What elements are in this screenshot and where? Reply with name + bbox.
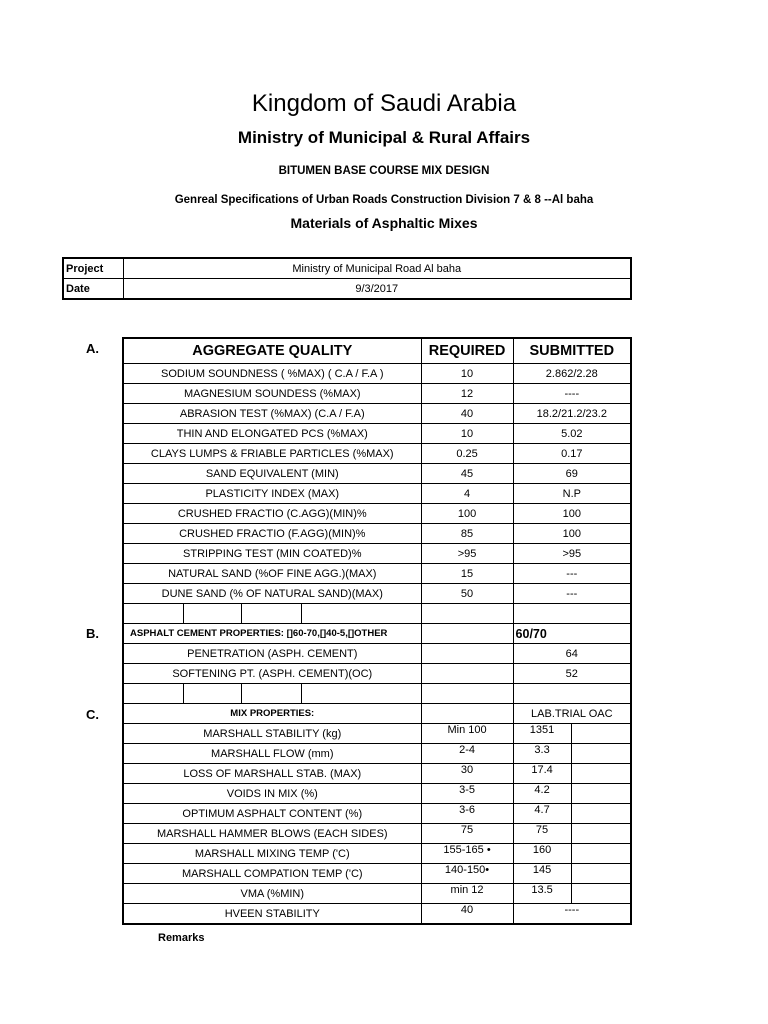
empty-cell xyxy=(571,884,631,904)
row-label: PLASTICITY INDEX (MAX) xyxy=(123,484,421,504)
project-info-table xyxy=(62,257,632,300)
project-value: Ministry of Municipal Road Al baha xyxy=(123,258,631,279)
required-value: 2-4 xyxy=(421,744,513,764)
section-c-label: C. xyxy=(86,707,99,722)
empty-cell xyxy=(571,724,631,744)
submitted-value: >95 xyxy=(513,544,631,564)
required-value: >95 xyxy=(421,544,513,564)
table-row xyxy=(123,504,631,524)
aggregate-header-row xyxy=(123,338,631,364)
submitted-value: 13.5 xyxy=(513,884,571,904)
spec-heading: Genreal Specifications of Urban Roads Construction Division 7 & 8 --Al baha xyxy=(174,194,594,206)
table-row xyxy=(123,744,631,764)
required-value: 140-150• xyxy=(421,864,513,884)
empty-cell xyxy=(123,604,183,624)
asphalt-grade: 60/70 xyxy=(513,624,631,644)
table-row xyxy=(123,544,631,564)
table-row xyxy=(123,464,631,484)
submitted-value: ---- xyxy=(513,904,631,925)
empty-cell xyxy=(571,744,631,764)
empty-cell xyxy=(571,844,631,864)
row-label: ABRASION TEST (%MAX) (C.A / F.A) xyxy=(123,404,421,424)
row-label: MARSHALL MIXING TEMP ('C) xyxy=(123,844,421,864)
submitted-value: 145 xyxy=(513,864,571,884)
empty-cell xyxy=(241,684,301,704)
lab-trial-header: LAB.TRIAL OAC xyxy=(513,704,631,724)
row-label: VOIDS IN MIX (%) xyxy=(123,784,421,804)
empty-cell xyxy=(183,684,241,704)
aggregate-quality-header: AGGREGATE QUALITY xyxy=(123,338,421,364)
row-label: CLAYS LUMPS & FRIABLE PARTICLES (%MAX) xyxy=(123,444,421,464)
row-label: MAGNESIUM SOUNDESS (%MAX) xyxy=(123,384,421,404)
submitted-value: 3.3 xyxy=(513,744,571,764)
date-value: 9/3/2017 xyxy=(123,279,631,300)
required-value: 50 xyxy=(421,584,513,604)
empty-cell xyxy=(513,604,631,624)
required-value: min 12 xyxy=(421,884,513,904)
submitted-value: 100 xyxy=(513,504,631,524)
empty-cell xyxy=(421,704,513,724)
mix-header-row xyxy=(123,704,631,724)
mix-properties-title: MIX PROPERTIES: xyxy=(123,704,421,724)
project-label: Project xyxy=(63,258,123,279)
table-row xyxy=(123,824,631,844)
page-title: Kingdom of Saudi Arabia xyxy=(251,90,517,117)
row-label: STRIPPING TEST (MIN COATED)% xyxy=(123,544,421,564)
table-row xyxy=(123,764,631,784)
empty-cell xyxy=(571,784,631,804)
submitted-value: 17.4 xyxy=(513,764,571,784)
row-label: MARSHALL COMPATION TEMP ('C) xyxy=(123,864,421,884)
row-label: CRUSHED FRACTIO (C.AGG)(MIN)% xyxy=(123,504,421,524)
empty-cell xyxy=(421,604,513,624)
required-header: REQUIRED xyxy=(421,338,513,364)
table-row xyxy=(123,864,631,884)
required-value: 100 xyxy=(421,504,513,524)
row-label: OPTIMUM ASPHALT CONTENT (%) xyxy=(123,804,421,824)
row-label: VMA (%MIN) xyxy=(123,884,421,904)
submitted-value: 69 xyxy=(513,464,631,484)
table-row xyxy=(123,444,631,464)
table-row xyxy=(123,384,631,404)
submitted-value: 64 xyxy=(513,644,631,664)
table-row xyxy=(123,664,631,684)
remarks-label: Remarks xyxy=(158,932,205,944)
submitted-value: 0.17 xyxy=(513,444,631,464)
section-a-label: A. xyxy=(86,341,99,356)
empty-cell xyxy=(421,684,513,704)
required-value: 10 xyxy=(421,364,513,384)
asphalt-properties-title: ASPHALT CEMENT PROPERTIES: []60-70,[]40-5,[]OTHER xyxy=(123,624,421,644)
row-label: MARSHALL FLOW (mm) xyxy=(123,744,421,764)
submitted-value: N.P xyxy=(513,484,631,504)
table-row xyxy=(123,484,631,504)
empty-cell xyxy=(421,664,513,684)
asphalt-header-row xyxy=(123,624,631,644)
table-row xyxy=(123,364,631,384)
mix-design-table xyxy=(122,337,632,925)
table-row xyxy=(123,404,631,424)
empty-cell xyxy=(571,864,631,884)
row-label: SOFTENING PT. (ASPH. CEMENT)(OC) xyxy=(123,664,421,684)
required-value: 40 xyxy=(421,904,513,925)
empty-cell xyxy=(241,604,301,624)
required-value: 155-165 • xyxy=(421,844,513,864)
table-row xyxy=(123,724,631,744)
row-label: NATURAL SAND (%OF FINE AGG.)(MAX) xyxy=(123,564,421,584)
submitted-value: 52 xyxy=(513,664,631,684)
table-row xyxy=(123,884,631,904)
subtitle-heading: Materials of Asphaltic Mixes xyxy=(290,215,478,231)
row-label: PENETRATION (ASPH. CEMENT) xyxy=(123,644,421,664)
empty-cell xyxy=(571,804,631,824)
required-value: 12 xyxy=(421,384,513,404)
required-value: 30 xyxy=(421,764,513,784)
empty-cell xyxy=(301,604,421,624)
required-value: 85 xyxy=(421,524,513,544)
required-value: 4 xyxy=(421,484,513,504)
empty-cell xyxy=(123,684,183,704)
empty-cell xyxy=(571,824,631,844)
table-row xyxy=(123,784,631,804)
table-row xyxy=(123,804,631,824)
spacer-row xyxy=(123,604,631,624)
required-value: 15 xyxy=(421,564,513,584)
empty-cell xyxy=(571,764,631,784)
submitted-value: 1351 xyxy=(513,724,571,744)
required-value: 0.25 xyxy=(421,444,513,464)
table-row xyxy=(123,564,631,584)
row-label: LOSS OF MARSHALL STAB. (MAX) xyxy=(123,764,421,784)
table-row xyxy=(123,844,631,864)
row-label: SODIUM SOUNDNESS ( %MAX) ( C.A / F.A ) xyxy=(123,364,421,384)
empty-cell xyxy=(513,684,631,704)
empty-cell xyxy=(421,624,513,644)
submitted-value: 18.2/21.2/23.2 xyxy=(513,404,631,424)
table-row xyxy=(123,904,631,925)
required-value: 3-5 xyxy=(421,784,513,804)
doc-type-heading: BITUMEN BASE COURSE MIX DESIGN xyxy=(278,165,490,177)
submitted-value: 100 xyxy=(513,524,631,544)
date-label: Date xyxy=(63,279,123,300)
section-b-label: B. xyxy=(86,626,99,641)
required-value: 75 xyxy=(421,824,513,844)
required-value: Min 100 xyxy=(421,724,513,744)
ministry-heading: Ministry of Municipal & Rural Affairs xyxy=(237,128,531,147)
table-row xyxy=(123,584,631,604)
submitted-value: 2.862/2.28 xyxy=(513,364,631,384)
row-label: SAND EQUIVALENT (MIN) xyxy=(123,464,421,484)
empty-cell xyxy=(301,684,421,704)
submitted-value: 5.02 xyxy=(513,424,631,444)
submitted-value: 4.2 xyxy=(513,784,571,804)
required-value: 3-6 xyxy=(421,804,513,824)
empty-cell xyxy=(183,604,241,624)
row-label: MARSHALL HAMMER BLOWS (EACH SIDES) xyxy=(123,824,421,844)
submitted-value: --- xyxy=(513,584,631,604)
project-row xyxy=(63,258,631,279)
submitted-value: 75 xyxy=(513,824,571,844)
row-label: DUNE SAND (% OF NATURAL SAND)(MAX) xyxy=(123,584,421,604)
row-label: CRUSHED FRACTIO (F.AGG)(MIN)% xyxy=(123,524,421,544)
spacer-row xyxy=(123,684,631,704)
table-row xyxy=(123,424,631,444)
submitted-value: ---- xyxy=(513,384,631,404)
required-value: 10 xyxy=(421,424,513,444)
submitted-value: 160 xyxy=(513,844,571,864)
table-row xyxy=(123,644,631,664)
row-label: HVEEN STABILITY xyxy=(123,904,421,925)
row-label: MARSHALL STABILITY (kg) xyxy=(123,724,421,744)
table-row xyxy=(123,524,631,544)
required-value: 40 xyxy=(421,404,513,424)
row-label: THIN AND ELONGATED PCS (%MAX) xyxy=(123,424,421,444)
date-row xyxy=(63,279,631,300)
required-value: 45 xyxy=(421,464,513,484)
empty-cell xyxy=(421,644,513,664)
submitted-header: SUBMITTED xyxy=(513,338,631,364)
submitted-value: --- xyxy=(513,564,631,584)
submitted-value: 4.7 xyxy=(513,804,571,824)
